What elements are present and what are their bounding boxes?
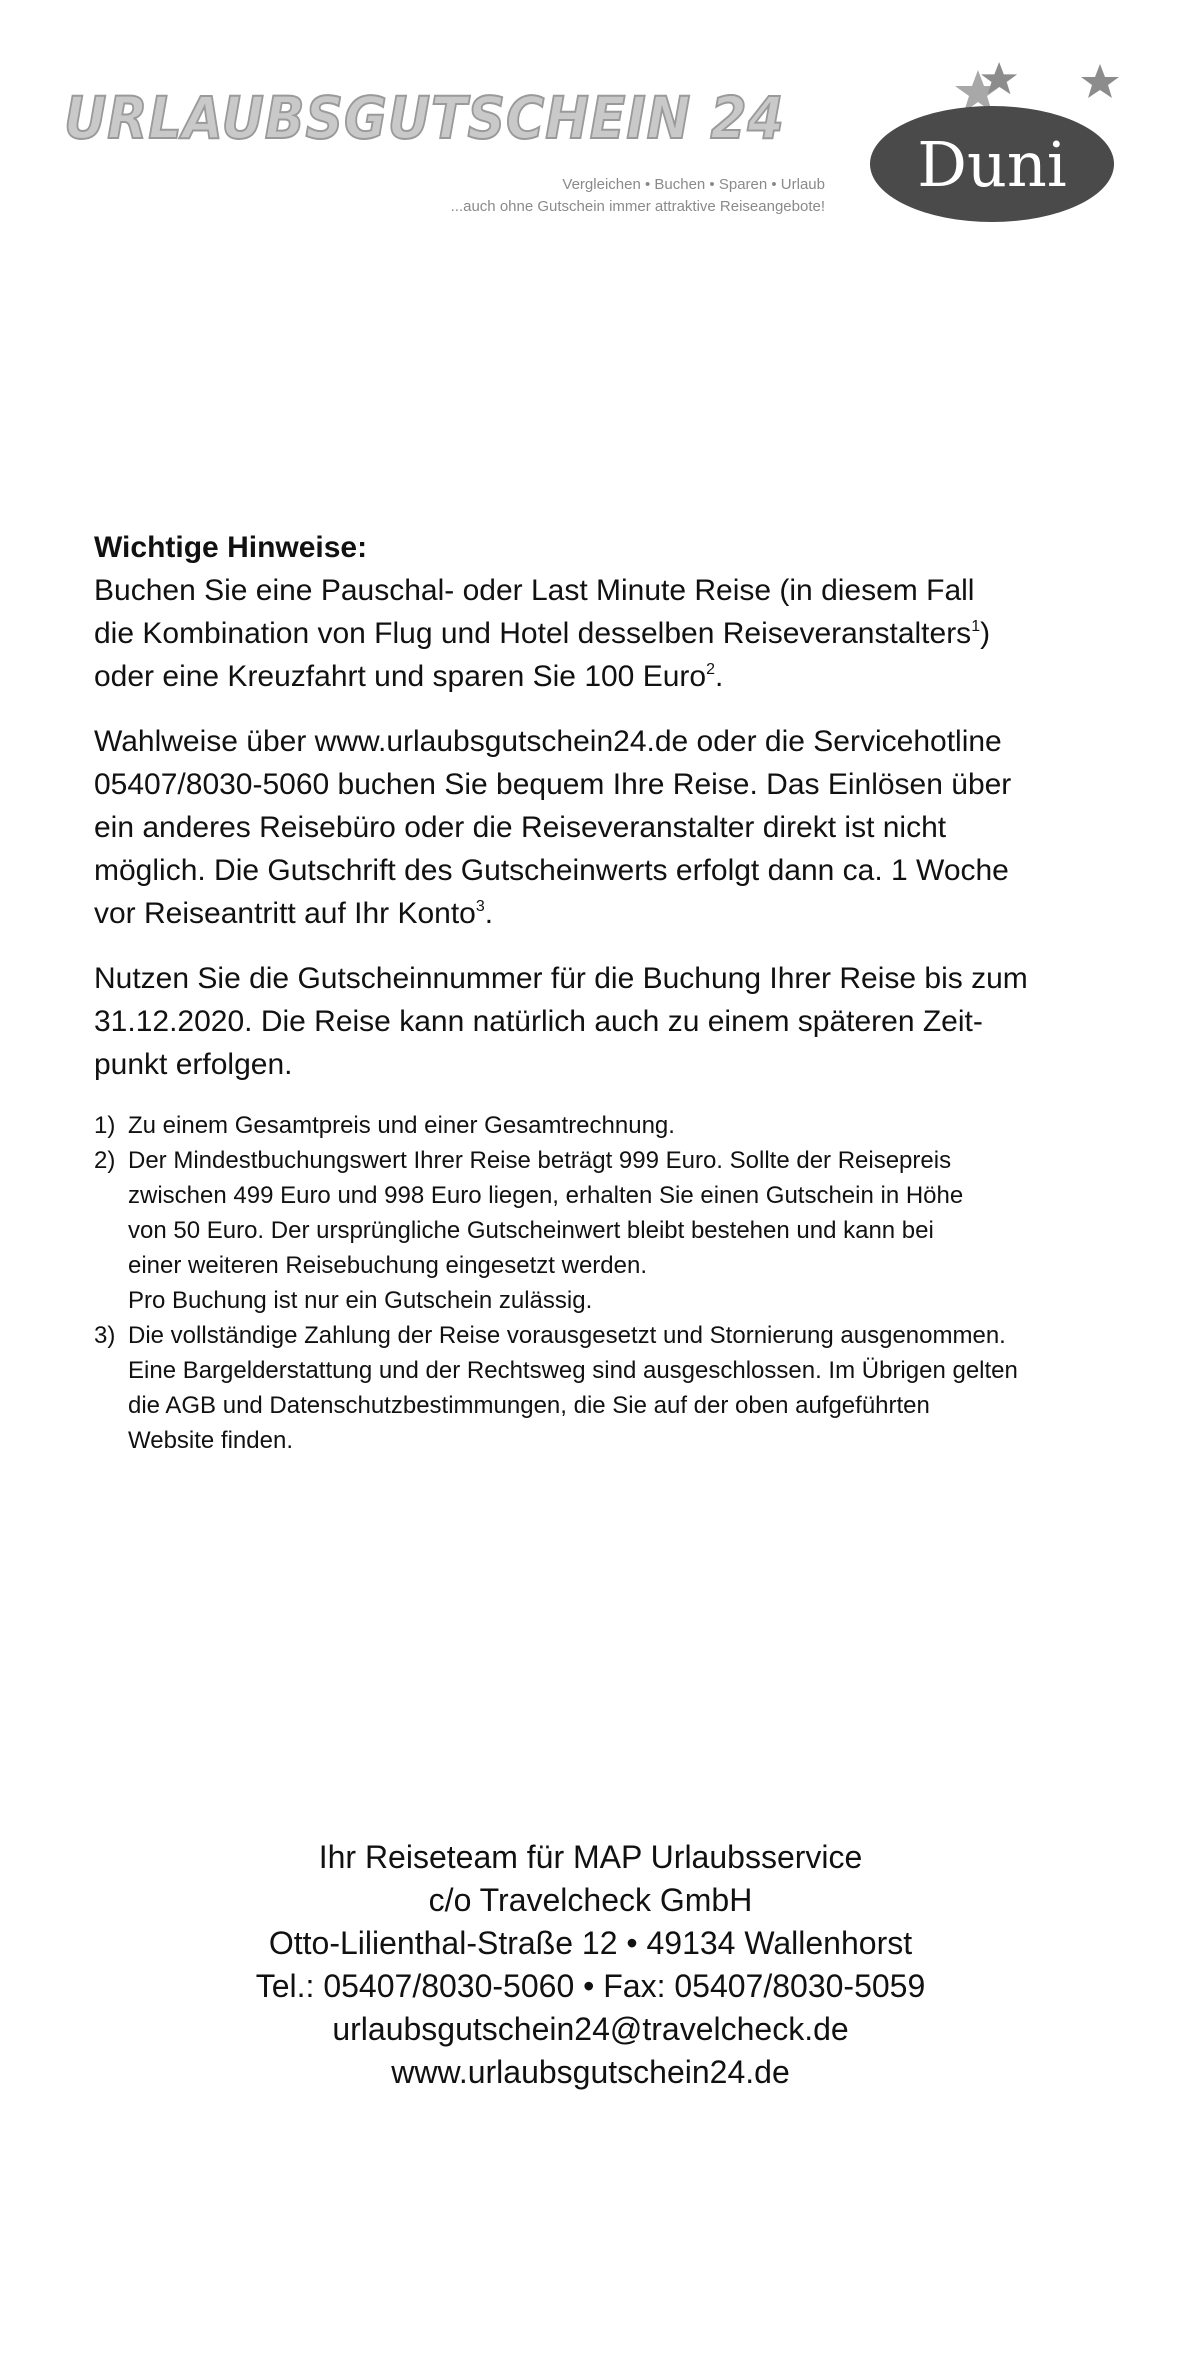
- address-company: c/o Travelcheck GmbH: [428, 1882, 753, 1918]
- footnote-number: 1): [94, 1112, 116, 1139]
- address-email: urlaubsgutschein24@travelcheck.de: [332, 2011, 849, 2047]
- footnote-item: [94, 1143, 1134, 1318]
- footnotes: [94, 1108, 1134, 1458]
- footnote-item: [94, 1108, 1134, 1143]
- footnote-ref: 2: [706, 661, 715, 678]
- text-line-part: .: [714, 660, 724, 693]
- text-line-part: vor Reiseantritt auf Ihr Konto: [94, 897, 476, 930]
- footnote-text: [128, 1143, 963, 1318]
- text-line: 05407/8030-5060 buchen Sie bequem Ihre Reise. Das Einlösen über: [94, 768, 1012, 801]
- text-line: ein anderes Reisebüro oder die Reiseveranstalter direkt ist nicht: [94, 811, 947, 844]
- header: [0, 0, 1181, 240]
- text-line: punkt erfolgen.: [94, 1048, 293, 1081]
- text-line: die AGB und Datenschutzbestimmungen, die Sie auf der oben aufgeführten: [128, 1392, 930, 1419]
- text-line: Zu einem Gesamtpreis und einer Gesamtrechnung.: [128, 1112, 675, 1139]
- address-website: www.urlaubsgutschein24.de: [391, 2054, 790, 2090]
- footnote-number: 2): [94, 1147, 116, 1174]
- text-line-part: ): [980, 617, 991, 650]
- brand-subtagline: ...auch ohne Gutschein immer attraktive Reiseangebote!: [450, 198, 825, 215]
- footnote-ref: 1: [971, 618, 981, 635]
- text-line: Wahlweise über www.urlaubsgutschein24.de oder die Servicehotline: [94, 725, 1002, 758]
- text-line: [94, 655, 1134, 698]
- footnote-text: [128, 1318, 1018, 1458]
- text-line-part: .: [484, 897, 494, 930]
- footnote-number: 3): [94, 1322, 116, 1349]
- text-line: Der Mindestbuchungswert Ihrer Reise beträgt 999 Euro. Sollte der Reisepreis: [128, 1147, 952, 1174]
- text-line: [94, 892, 1134, 935]
- duni-logo: [868, 58, 1128, 228]
- text-line: einer weiteren Reisebuchung eingesetzt werden.: [128, 1252, 647, 1279]
- brand-title: URLAUBSGUTSCHEIN 24: [64, 84, 785, 152]
- text-line: Die vollständige Zahlung der Reise vorausgesetzt und Stornierung ausgenommen.: [128, 1322, 1006, 1349]
- contact-address: [0, 1836, 1181, 2094]
- text-line: [94, 612, 1134, 655]
- text-line-part: die Kombination von Flug und Hotel desselben Reiseveranstalters: [94, 617, 972, 650]
- text-line: von 50 Euro. Der ursprüngliche Gutscheinwert bleibt bestehen und kann bei: [128, 1217, 934, 1244]
- logo-text: Duni: [917, 128, 1067, 201]
- paragraph-hotline: [94, 720, 1134, 935]
- text-line: Nutzen Sie die Gutscheinnummer für die Buchung Ihrer Reise bis zum: [94, 962, 1028, 995]
- footnote-ref: 3: [475, 898, 485, 915]
- brand-tagline: Vergleichen • Buchen • Sparen • Urlaub: [562, 176, 825, 193]
- paragraph-booking: [94, 569, 1134, 698]
- address-street: Otto-Lilienthal-Straße 12 • 49134 Wallenhorst: [268, 1925, 913, 1961]
- main-content: [94, 526, 1134, 1458]
- footnote-text: [128, 1108, 675, 1143]
- footnote-item: [94, 1318, 1134, 1458]
- text-line: Buchen Sie eine Pauschal- oder Last Minute Reise (in diesem Fall: [94, 574, 975, 607]
- text-line: Eine Bargelderstattung und der Rechtsweg sind ausgeschlossen. Im Übrigen gelten: [128, 1357, 1018, 1384]
- text-line: 31.12.2020. Die Reise kann natürlich auch zu einem späteren Zeit-: [94, 1005, 983, 1038]
- paragraph-voucher-number: [94, 957, 1134, 1086]
- address-phone-fax: Tel.: 05407/8030-5060 • Fax: 05407/8030-5059: [255, 1968, 926, 2004]
- notes-heading: Wichtige Hinweise:: [94, 531, 368, 564]
- text-line: möglich. Die Gutschrift des Gutscheinwerts erfolgt dann ca. 1 Woche: [94, 854, 1009, 887]
- text-line-part: oder eine Kreuzfahrt und sparen Sie 100 Euro: [94, 660, 707, 693]
- text-line: zwischen 499 Euro und 998 Euro liegen, erhalten Sie einen Gutschein in Höhe: [128, 1182, 964, 1209]
- text-line: Website finden.: [128, 1427, 293, 1454]
- star-icon: [1081, 64, 1119, 98]
- address-team: Ihr Reiseteam für MAP Urlaubsservice: [318, 1839, 863, 1875]
- text-line: Pro Buchung ist nur ein Gutschein zulässig.: [128, 1287, 593, 1314]
